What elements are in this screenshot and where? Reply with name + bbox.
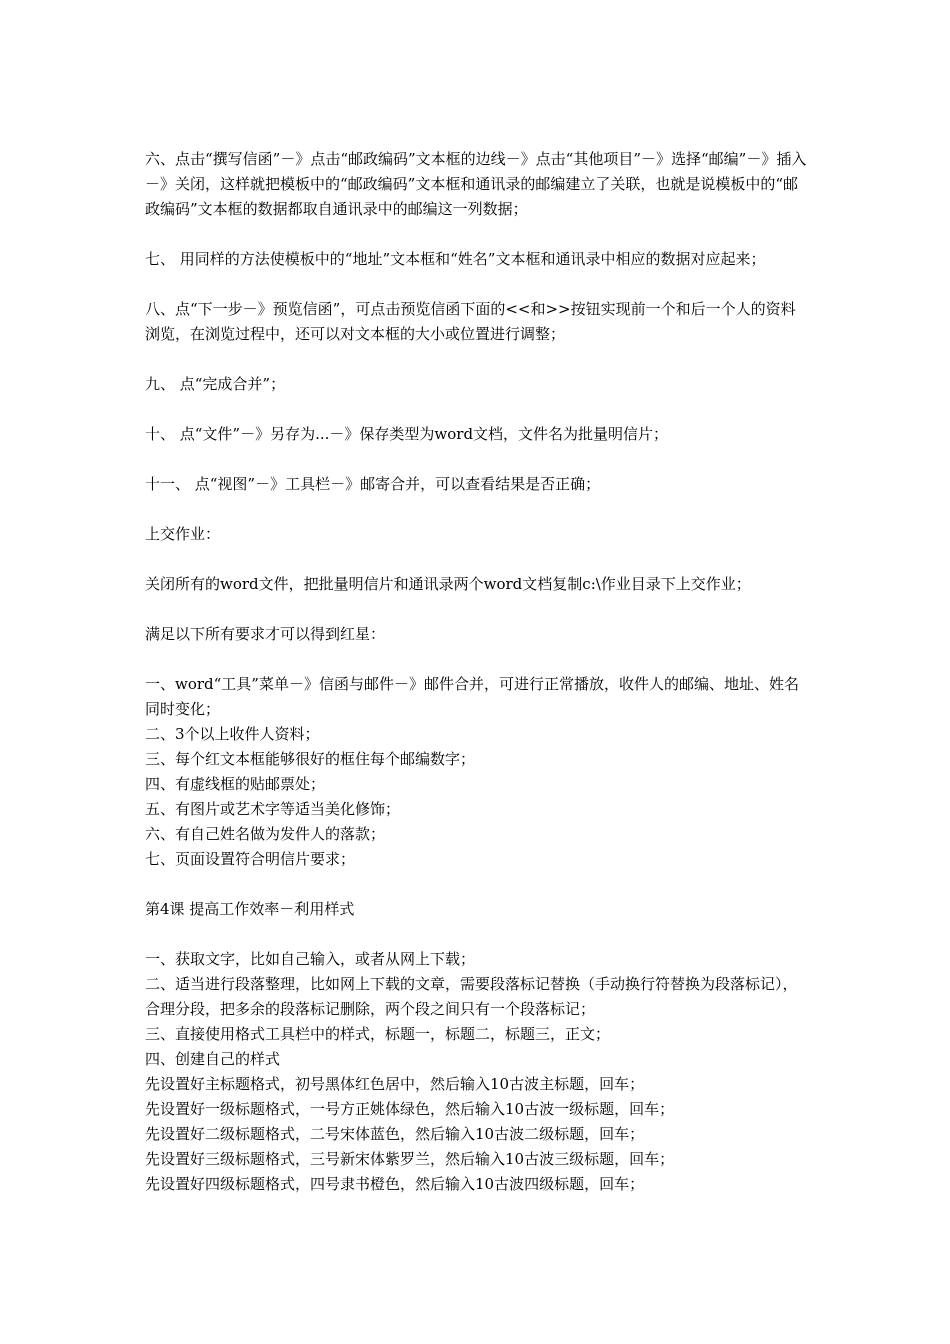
- lesson-item: 先设置好四级标题格式，四号隶书橙色，然后输入10古波四级标题，回车；: [145, 1175, 645, 1193]
- lesson-item: 先设置好三级标题格式，三号新宋体紫罗兰，然后输入10古波三级标题，回车；: [145, 1150, 675, 1168]
- requirement-item: 四、有虚线框的贴邮票处；: [145, 775, 326, 793]
- lesson-item: 四、创建自己的样式: [145, 1050, 281, 1068]
- requirement-item: 一、word“工具”菜单－》信函与邮件－》邮件合并，可进行正常播放，收件人的邮编、地址、姓名同时变化；: [145, 675, 799, 718]
- lesson-item: 先设置好二级标题格式，二号宋体蓝色，然后输入10古波二级标题，回车；: [145, 1125, 645, 1143]
- step-eight: 八、点“下一步－》预览信函”，可点击预览信函下面的<<和>>按钮实现前一个和后一个人的资料浏览，在浏览过程中，还可以对文本框的大小或位置进行调整；: [145, 300, 796, 343]
- requirement-item: 三、每个红文本框能够很好的框住每个邮编数字；: [145, 750, 476, 768]
- requirement-item: 五、有图片或艺术字等适当美化修饰；: [145, 800, 401, 818]
- step-seven: 七、 用同样的方法使模板中的“地址”文本框和“姓名”文本框和通讯录中相应的数据对应起来；: [145, 250, 766, 268]
- lesson-item: 先设置好主标题格式，初号黑体红色居中，然后输入10古波主标题，回车；: [145, 1075, 645, 1093]
- submit-instruction: 关闭所有的word文件，把批量明信片和通讯录两个word文档复制c:\作业目录下上交作业；: [145, 575, 751, 593]
- lesson-items-list: [145, 947, 810, 1197]
- requirements-list: [145, 672, 810, 872]
- requirement-item: 七、页面设置符合明信片要求；: [145, 850, 356, 868]
- requirement-item: 六、有自己姓名做为发件人的落款；: [145, 825, 386, 843]
- requirement-item: 二、3个以上收件人资料；: [145, 725, 320, 743]
- step-nine: 九、 点“完成合并”；: [145, 375, 286, 393]
- lesson-item: 一、获取文字，比如自己输入，或者从网上下载；: [145, 950, 476, 968]
- document-page: [145, 147, 810, 1222]
- step-ten: 十、 点“文件”－》另存为...－》保存类型为word文档，文件名为批量明信片；: [145, 425, 669, 443]
- lesson-item: 二、适当进行段落整理，比如网上下载的文章，需要段落标记替换（手动换行符替换为段落标记），合理分段，把多余的段落标记删除，两个段之间只有一个段落标记；: [145, 975, 798, 1018]
- step-eleven: 十一、 点“视图”－》工具栏－》邮寄合并，可以查看结果是否正确；: [145, 475, 601, 493]
- lesson-title: 第4课 提高工作效率－利用样式: [145, 900, 355, 918]
- lesson-item: 三、直接使用格式工具栏中的样式，标题一，标题二，标题三，正文；: [145, 1025, 611, 1043]
- step-six: 六、点击“撰写信函”－》点击“邮政编码”文本框的边线－》点击“其他项目”－》选择“邮编”－》插入－》关闭，这样就把模板中的“邮政编码”文本框和通讯录的邮编建立了关联，也就是说模板中的“邮政编码”文本框的数据都取自通讯录中的邮编这一列数据；: [145, 150, 807, 218]
- submit-title: 上交作业：: [145, 525, 221, 543]
- lesson-item: 先设置好一级标题格式，一号方正姚体绿色，然后输入10古波一级标题，回车；: [145, 1100, 675, 1118]
- requirements-title: 满足以下所有要求才可以得到红星：: [145, 625, 386, 643]
